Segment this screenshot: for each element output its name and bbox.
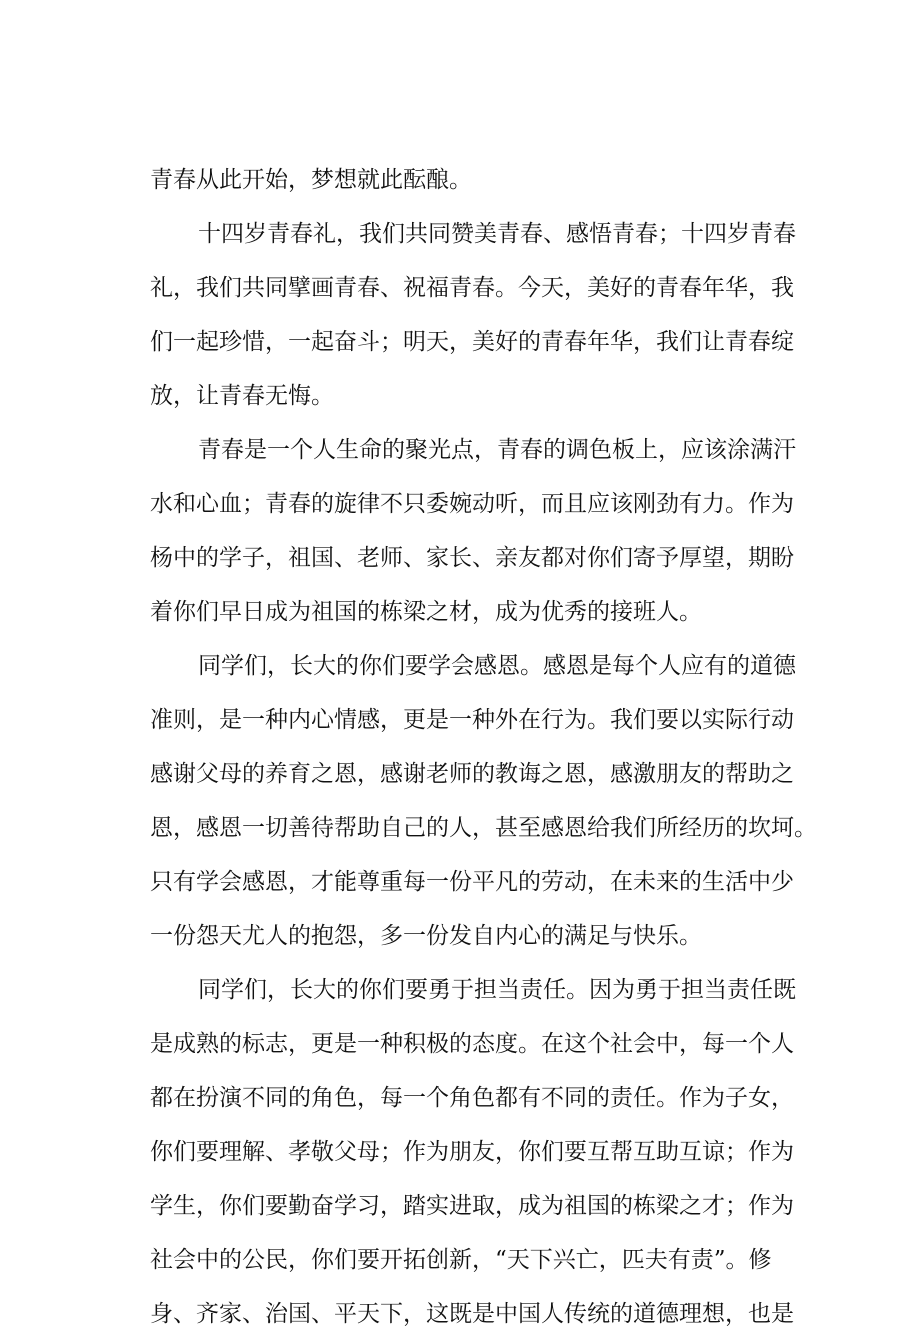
text-line: 社会中的公民，你们要开拓创新，“天下兴亡，匹夫有责”。修 (150, 1247, 772, 1273)
paragraph-start-line: 同学们，长大的你们要学会感恩。感恩是每个人应有的道德 (198, 653, 796, 679)
text-line: 一份怨天尤人的抱怨，多一份发自内心的满足与快乐。 (150, 923, 702, 949)
text-line: 着你们早日成为祖国的栋梁之材，成为优秀的接班人。 (150, 599, 702, 625)
text-line: 青春从此开始，梦想就此酝酿。 (150, 167, 472, 193)
text-line: 们一起珍惜，一起奋斗；明天，美好的青春年华，我们让青春绽 (150, 329, 794, 355)
text-line: 身、齐家、治国、平天下，这既是中国人传统的道德理想，也是 (150, 1301, 794, 1327)
text-line: 是成熟的标志，更是一种积极的态度。在这个社会中，每一个人 (150, 1031, 794, 1057)
text-line: 感谢父母的养育之恩，感谢老师的教诲之恩，感激朋友的帮助之 (150, 761, 794, 787)
paragraph-start-line: 同学们，长大的你们要勇于担当责任。因为勇于担当责任既 (198, 977, 796, 1003)
text-line: 水和心血；青春的旋律不只委婉动听，而且应该刚劲有力。作为 (150, 491, 794, 517)
paragraph-start-line: 青春是一个人生命的聚光点，青春的调色板上，应该涂满汗 (198, 437, 796, 463)
text-line: 杨中的学子，祖国、老师、家长、亲友都对你们寄予厚望，期盼 (150, 545, 794, 571)
text-line: 礼，我们共同擘画青春、祝福青春。今天，美好的青春年华，我 (150, 275, 794, 301)
text-line: 都在扮演不同的角色，每一个角色都有不同的责任。作为子女， (150, 1085, 794, 1111)
text-line: 学生，你们要勤奋学习，踏实进取，成为祖国的栋梁之才；作为 (150, 1193, 794, 1219)
paragraph-start-line: 十四岁青春礼，我们共同赞美青春、感悟青春；十四岁青春 (198, 221, 796, 247)
text-line: 你们要理解、孝敬父母；作为朋友，你们要互帮互助互谅；作为 (150, 1139, 794, 1165)
text-line: 恩，感恩一切善待帮助自己的人，甚至感恩给我们所经历的坎坷。 (150, 815, 817, 841)
text-line: 准则，是一种内心情感，更是一种外在行为。我们要以实际行动 (150, 707, 794, 733)
document-body (150, 153, 817, 1341)
text-line: 只有学会感恩，才能尊重每一份平凡的劳动，在未来的生活中少 (150, 869, 794, 895)
text-line: 放，让青春无悔。 (150, 383, 334, 409)
